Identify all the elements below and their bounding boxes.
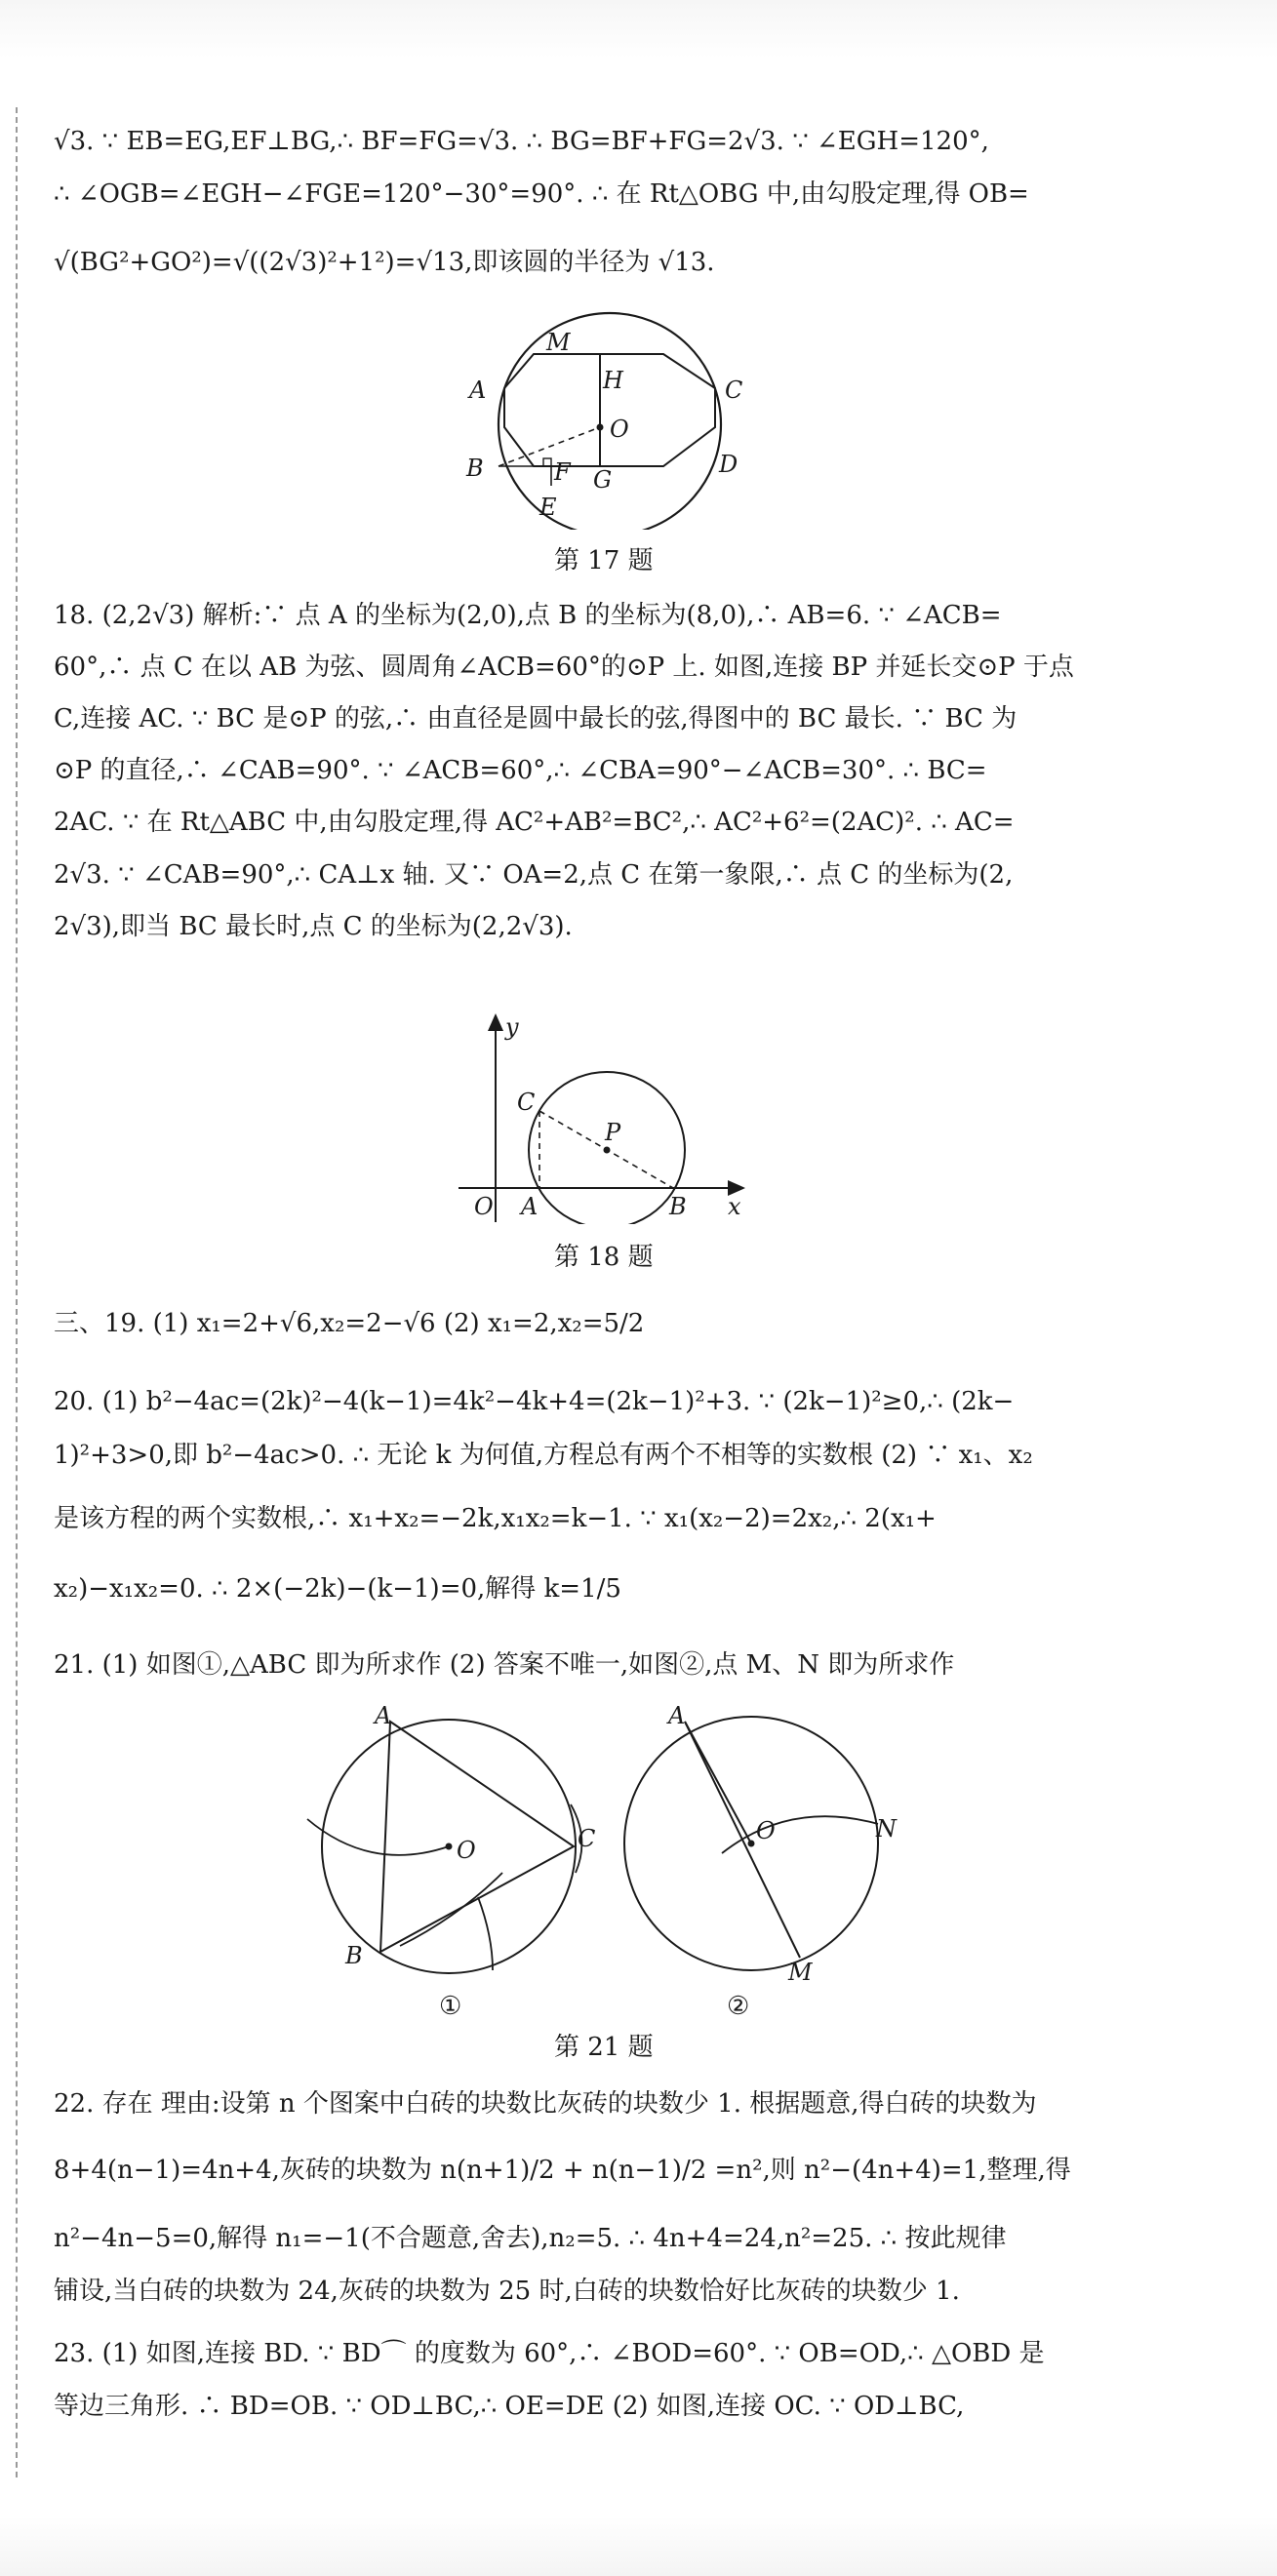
fig21-2-label-A: A [668, 1702, 686, 1729]
fig18-label-O: O [474, 1193, 494, 1220]
text-line-2: ∴ ∠OGB=∠EGH−∠FGE=120°−30°=90°. ∴ 在 Rt△OBG 中,由勾股定理,得 OB= [54, 179, 1029, 209]
fig18-point-P [604, 1147, 611, 1154]
fig17-label-M: M [546, 329, 571, 356]
binding-dashed-line [16, 107, 18, 2477]
fig17-label-D: D [719, 451, 738, 478]
text-line-4: 18. (2,2√3) 解析:∵ 点 A 的坐标为(2,0),点 B 的坐标为(8,0),∴ AB=6. ∵ ∠ACB= [54, 601, 1002, 630]
fig17-dashed-OB [499, 427, 600, 466]
fig17-label-G: G [593, 466, 613, 494]
text-line-21: 23. (1) 如图,连接 BD. ∵ BD⌒ 的度数为 60°,∴ ∠BOD=60°. ∵ OB=OD,∴ △OBD 是 [54, 2339, 1045, 2368]
text-line-17: 22. 存在 理由:设第 n 个图案中白砖的块数比灰砖的块数少 1. 根据题意,得白砖的块数为 [54, 2089, 1037, 2119]
text-line-16: 21. (1) 如图①,△ABC 即为所求作 (2) 答案不唯一,如图②,点 M、N 即为所求作 [54, 1650, 955, 1680]
fig21-1-arc-d [478, 1897, 493, 1970]
text-line-20: 铺设,当白砖的块数为 24,灰砖的块数为 25 时,白砖的块数恰好比灰砖的块数少 1. [54, 2277, 960, 2306]
fig21-1-label-C: C [578, 1825, 596, 1852]
caption-fig17: 第 17 题 [554, 546, 654, 575]
fig21-2-radius-AO [685, 1722, 751, 1843]
fig21-1-arc-b [400, 1873, 502, 1946]
fig21-1-triangle-ABC [380, 1722, 574, 1952]
text-line-18: 8+4(n−1)=4n+4,灰砖的块数为 n(n+1)/2 + n(n−1)/2 =n²,则 n²−(4n+4)=1,整理,得 [54, 2156, 1071, 2185]
text-line-5: 60°,∴ 点 C 在以 AB 为弦、圆周角∠ACB=60°的⊙P 上. 如图,连接 BP 并延长交⊙P 于点 [54, 653, 1074, 682]
fig17-center-dot [597, 424, 604, 431]
caption-fig21: 第 21 题 [554, 2033, 654, 2062]
fig17-label-E: E [539, 494, 557, 521]
caption-fig21-1: ① [439, 1992, 462, 2021]
figure-21 [293, 1702, 917, 1985]
fig21-1-label-A: A [375, 1702, 392, 1729]
fig21-1-center [446, 1843, 453, 1850]
fig18-label-y: y [505, 1013, 519, 1041]
text-line-9: 2√3. ∵ ∠CAB=90°,∴ CA⊥x 轴. 又∵ OA=2,点 C 在第一象限,∴ 点 C 的坐标为(2, [54, 860, 1014, 890]
caption-fig21-2: ② [727, 1992, 750, 2021]
fig17-label-B: B [466, 455, 484, 482]
text-line-14: 是该方程的两个实数根,∴ x₁+x₂=−2k,x₁x₂=k−1. ∵ x₁(x₂−2)=2x₂,∴ 2(x₁+ [54, 1504, 937, 1533]
fig17-label-C: C [725, 376, 743, 404]
text-line-3: √(BG²+GO²)=√((2√3)²+1²)=√13,即该圆的半径为 √13. [54, 248, 715, 277]
text-line-7: ⊙P 的直径,∴ ∠CAB=90°. ∵ ∠ACB=60°,∴ ∠CBA=90°−∠ACB=30°. ∴ BC= [54, 756, 987, 785]
fig17-left-hexagon [504, 354, 600, 466]
figure-18 [459, 1010, 751, 1224]
fig21-1-label-O: O [457, 1837, 476, 1864]
text-line-10: 2√3),即当 BC 最长时,点 C 的坐标为(2,2√3). [54, 912, 573, 941]
fig21-2-label-M: M [788, 1959, 813, 1985]
figure-17 [463, 310, 756, 530]
fig21-2-center [748, 1841, 755, 1847]
text-line-1: √3. ∵ EB=EG,EF⊥BG,∴ BF=FG=√3. ∴ BG=BF+FG=2√3. ∵ ∠EGH=120°, [54, 127, 989, 156]
text-line-6: C,连接 AC. ∵ BC 是⊙P 的弦,∴ 由直径是圆中最长的弦,得图中的 BC 最长. ∵ BC 为 [54, 704, 1018, 733]
fig17-right-angle-mark [543, 458, 551, 466]
text-line-13: 1)²+3>0,即 b²−4ac>0. ∴ 无论 k 为何值,方程总有两个不相等的实数根 (2) ∵ x₁、x₂ [54, 1441, 1033, 1470]
fig17-label-F: F [554, 458, 571, 486]
fig17-label-H: H [603, 367, 623, 394]
fig21-2-label-N: N [876, 1815, 897, 1843]
text-line-19: n²−4n−5=0,解得 n₁=−1(不合题意,舍去),n₂=5. ∴ 4n+4=24,n²=25. ∴ 按此规律 [54, 2224, 1007, 2253]
text-line-8: 2AC. ∵ 在 Rt△ABC 中,由勾股定理,得 AC²+AB²=BC²,∴ AC²+6²=(2AC)². ∴ AC= [54, 808, 1015, 837]
caption-fig18: 第 18 题 [554, 1243, 654, 1272]
text-line-12: 20. (1) b²−4ac=(2k)²−4(k−1)=4k²−4k+4=(2k−1)²+3. ∵ (2k−1)²≥0,∴ (2k− [54, 1387, 1015, 1416]
fig18-label-B: B [669, 1193, 687, 1220]
fig18-label-A: A [521, 1193, 539, 1220]
text-line-11: 三、19. (1) x₁=2+√6,x₂=2−√6 (2) x₁=2,x₂=5/2 [54, 1309, 645, 1338]
fig17-label-O: O [610, 416, 629, 443]
fig18-label-P: P [605, 1119, 621, 1146]
fig21-1-arc-a [307, 1819, 449, 1855]
fig21-2-label-O: O [756, 1817, 776, 1844]
text-line-22: 等边三角形. ∴ BD=OB. ∵ OD⊥BC,∴ OE=DE (2) 如图,连接 OC. ∵ OD⊥BC, [54, 2392, 965, 2421]
fig18-label-x: x [728, 1193, 741, 1220]
text-line-15: x₂)−x₁x₂=0. ∴ 2×(−2k)−(k−1)=0,解得 k=1/5 [54, 1574, 621, 1604]
fig18-label-C: C [517, 1089, 536, 1116]
fig17-label-A: A [469, 376, 487, 404]
fig21-1-label-B: B [345, 1942, 363, 1969]
